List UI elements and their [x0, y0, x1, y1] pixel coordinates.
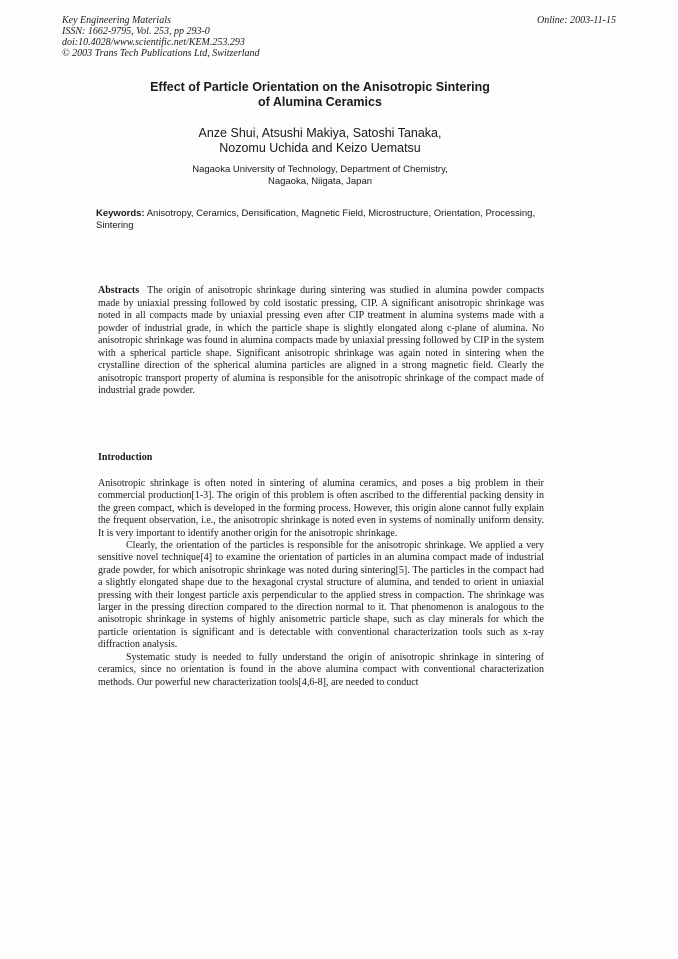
affiliation-line-2: Nagaoka, Niigata, Japan — [267, 176, 373, 187]
introduction-body — [98, 478, 544, 689]
introduction-heading: Introduction — [98, 452, 153, 463]
title-line-1: Effect of Particle Orientation on the Anisotropic Sintering — [150, 80, 490, 94]
copyright-line: © 2003 Trans Tech Publications Ltd, Switzerland — [62, 48, 260, 59]
authors-line-2: Nozomu Uchida and Keizo Uematsu — [219, 141, 421, 155]
doi-line: doi:10.4028/www.scientific.net/KEM.253.293 — [62, 37, 245, 48]
title-line-2: of Alumina Ceramics — [258, 95, 382, 109]
intro-paragraph-1: Anisotropic shrinkage is often noted in sintering of alumina ceramics, and poses a big problem in their commercial production[1-3]. The origin of this problem is often ascribed to the differential packing density in the green compact, which is developed in the forming process. However, this origin alone cannot fully explain the frequent observation, i.e., the anisotropic shrinkage is noted even in systems of nominally uniform density. It is very important to identify another origin for the anisotropic shrinkage. — [98, 478, 544, 539]
abstract — [98, 285, 544, 398]
keywords-label: Keywords: — [96, 208, 145, 219]
authors-line-1: Anze Shui, Atsushi Makiya, Satoshi Tanaka, — [198, 126, 442, 140]
abstract-label: Abstracts — [98, 285, 140, 296]
journal-name: Key Engineering Materials — [62, 15, 171, 26]
keywords — [96, 208, 546, 232]
affiliation-line-1: Nagaoka University of Technology, Department of Chemistry, — [192, 164, 448, 175]
abstract-text: The origin of anisotropic shrinkage during sintering was studied in alumina powder compacts made by uniaxial pressing followed by cold isostatic pressing, CIP. A significant anisotropic shrinkage was noted in all compacts made by uniaxial pressing even after CIP treatment in alumina systems made with a powder of industrial grade, in which the particle shape is slightly elongated along c-plane of alumina. No anisotropic shrinkage was found in alumina compacts made by uniaxial pressing followed by CIP in the system with a spherical particle shape. Significant anisotropic shrinkage was again noted in sintering when the crystalline direction of the spherical alumina particles are aligned in a strong magnetic field. Clearly the anisotropic transport property of alumina is responsible for the anisotropic shrinkage of the compact made of industrial grade powder. — [98, 285, 544, 396]
journal-header — [62, 15, 260, 59]
intro-paragraph-2: Clearly, the orientation of the particles is responsible for the anisotropic shrinkage. We applied a very sensitive novel technique[4] to examine the orientation of particles in an alumina compact made of industrial grade powder, for which anisotropic shrinkage was noted during sintering[5]. The particles in the compact had a slightly elongated shape due to the hexagonal crystal structure of alumina, and tended to orient in uniaxial pressing with their longest particle axis perpendicular to the applied stress in compaction. The shrinkage was larger in the pressing direction compared to the direction normal to it. That phenomenon is analogous to the anisotropic shrinkage in systems of highly anisometric particle shape, such as clay minerals for which the particle orientation is significant and is detectable with conventional characterization tools such as x-ray diffraction analysis. — [98, 540, 544, 651]
issn-line: ISSN: 1662-9795, Vol. 253, pp 293-0 — [62, 26, 210, 37]
keywords-text: Anisotropy, Ceramics, Densification, Magnetic Field, Microstructure, Orientation, Processing, Sintering — [96, 208, 536, 231]
affiliation — [120, 164, 520, 188]
paper-title — [100, 80, 540, 110]
author-list — [120, 126, 520, 156]
online-date: Online: 2003-11-15 — [537, 15, 616, 26]
intro-paragraph-3: Systematic study is needed to fully understand the origin of anisotropic shrinkage in sintering of ceramics, since no orientation is found in the above alumina compact with conventional characterization methods. Our powerful new characterization tools[4,6-8], are needed to conduct — [98, 651, 544, 688]
